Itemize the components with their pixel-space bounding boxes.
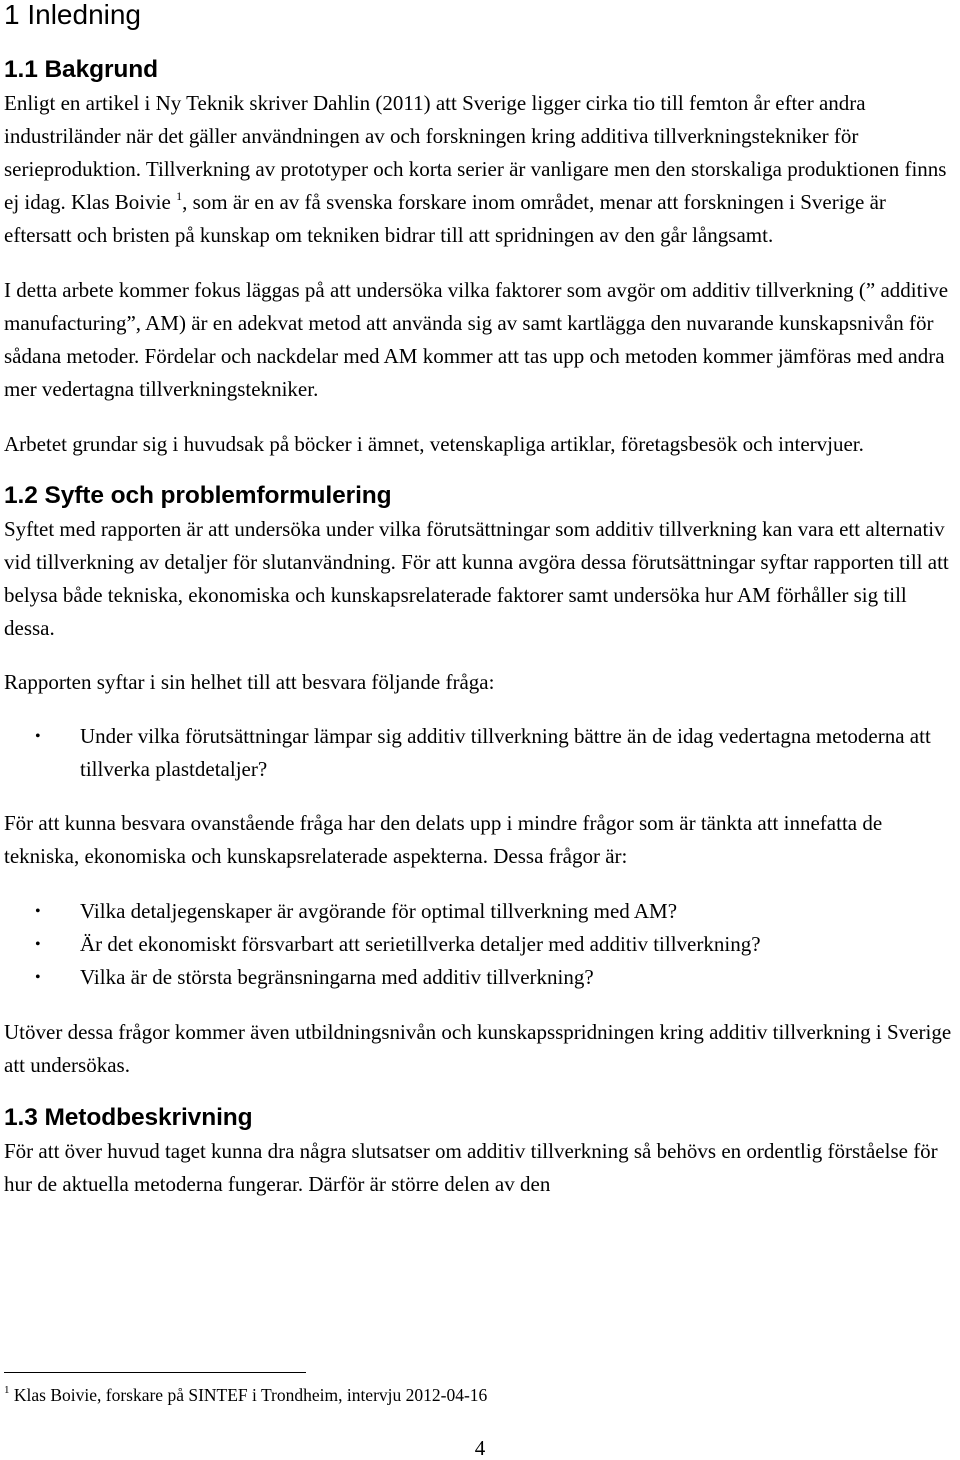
list-item [4,720,958,786]
list-item-text: Vilka detaljegenskaper är avgörande för optimal tillverkning med AM? [80,899,678,923]
paragraph-bakgrund-1 [4,87,958,252]
bullet-icon: • [35,969,41,986]
section-heading-metod: 1.3 Metodbeskrivning [4,1104,253,1131]
footnote-divider [4,1372,306,1373]
list-item [4,928,958,961]
paragraph-text: Enligt en artikel i Ny Teknik skriver Dahlin (2011) att Sverige ligger cirka tio till femton år efter andra industriländer när det gäller användningen av och forskningen kring additiva tillverkningstekniker för serieproduktion. Tillverkning av prototyper och korta serier är vanligare men den storskaliga produktionen finns ej idag. Klas Boivie [4,91,947,214]
document-page [4,0,958,1201]
footnote-marker: 1 [4,1384,10,1396]
footnote [4,1384,487,1406]
main-question-list [4,720,958,786]
section-heading-bakgrund: 1.1 Bakgrund [4,56,159,83]
list-item [4,895,958,928]
bullet-icon: • [35,903,41,920]
paragraph-bakgrund-3: Arbetet grundar sig i huvudsak på böcker i ämnet, vetenskapliga artiklar, företagsbesök och intervjuer. [4,432,864,456]
paragraph-syfte-2: Rapporten syftar i sin helhet till att besvara följande fråga: [4,670,495,694]
footnote-reference: 1 [176,189,183,203]
list-item-text: Vilka är de största begränsningarna med additiv tillverkning? [80,965,594,989]
list-item-text: Under vilka förutsättningar lämpar sig additiv tillverkning bättre än de idag vedertagna metoderna att tillverka plastdetaljer? [80,724,931,781]
chapter-title: 1 Inledning [4,0,142,30]
section-heading-syfte: 1.2 Syfte och problemformulering [4,482,392,509]
list-item-text: Är det ekonomiskt försvarbart att serietillverka detaljer med additiv tillverkning? [80,932,761,956]
paragraph-syfte-4: Utöver dessa frågor kommer även utbildningsnivån och kunskapsspridningen kring additiv tillverkning i Sverige att undersökas. [4,1020,952,1077]
list-item [4,961,958,994]
sub-question-list [4,895,958,994]
page-number: 4 [474,1436,486,1460]
bullet-icon: • [35,728,41,745]
paragraph-metod-1: För att över huvud taget kunna dra några slutsatser om additiv tillverkning så behövs en ordentlig förståelse för hur de aktuella metoderna fungerar. Därför är större delen av den [4,1139,938,1196]
footnote-text: Klas Boivie, forskare på SINTEF i Trondheim, intervju 2012-04-16 [9,1385,488,1405]
paragraph-text: , som är en av få svenska forskare inom området, menar att forskningen i Sverige är eftersatt och bristen på kunskap om tekniken bidrar till att spridningen av den går långsamt. [4,190,886,247]
paragraph-syfte-3: För att kunna besvara ovanstående fråga har den delats upp i mindre frågor som är tänkta att innefatta de tekniska, ekonomiska och kunskapsrelaterade aspekterna. Dessa frågor är: [4,811,883,868]
bullet-icon: • [35,936,41,953]
paragraph-syfte-1: Syftet med rapporten är att undersöka under vilka förutsättningar som additiv tillverkning kan vara ett alternativ vid tillverkning av detaljer för slutanvändning. För att kunna avgöra dessa förutsättningar syftar rapporten till att belysa både tekniska, ekonomiska och kunskapsrelaterade faktorer samt undersöka hur AM förhåller sig till dessa. [4,517,949,640]
paragraph-bakgrund-2: I detta arbete kommer fokus läggas på att undersöka vilka faktorer som avgör om additiv tillverkning (” additive manufacturing”, AM) är en adekvat metod att använda sig av samt kartlägga den nuvarande kunskapsnivån för sådana metoder. Fördelar och nackdelar med AM kommer att tas upp och metoden kommer jämföras med andra mer vedertagna tillverkningstekniker. [4,278,949,401]
